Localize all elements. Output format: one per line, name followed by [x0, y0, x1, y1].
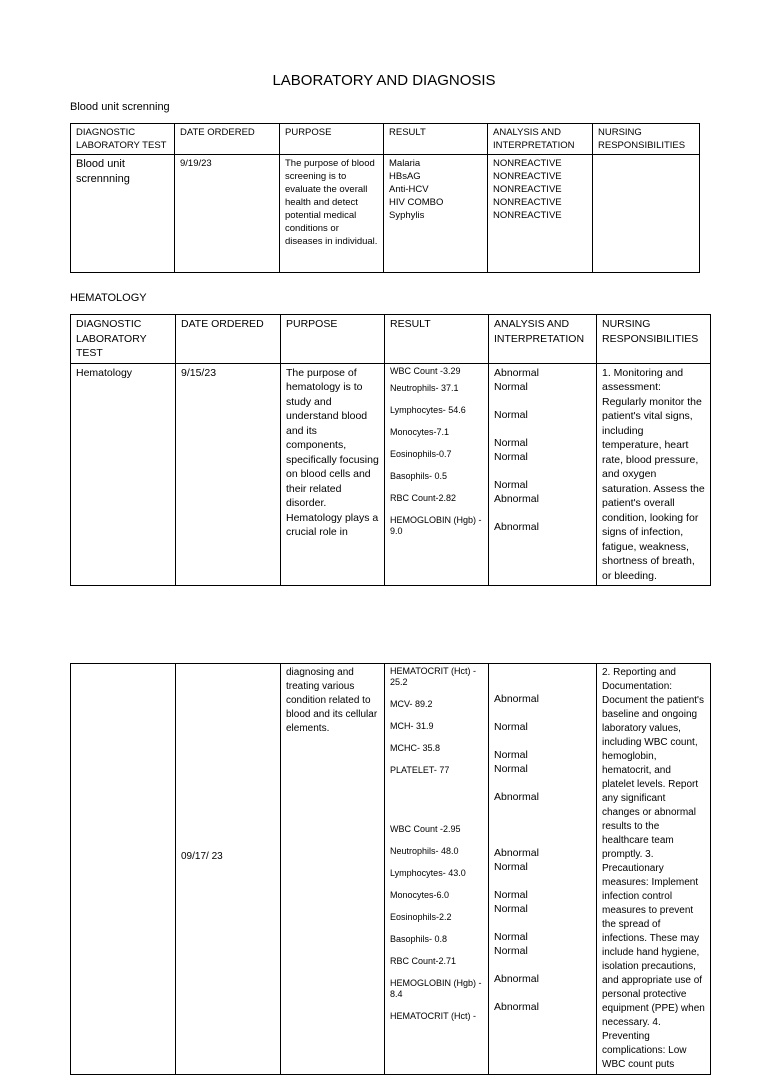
result-item: MCHC- 35.8 — [390, 743, 441, 753]
section-label-hematology: HEMATOLOGY — [70, 292, 147, 304]
result-cell — [384, 155, 488, 273]
header-cell: RESULT — [384, 124, 488, 155]
analysis-item: Abnormal — [494, 520, 539, 533]
header-cell: DIAGNOSTIC LABORATORY TEST — [71, 315, 176, 364]
analysis-cell — [489, 363, 597, 586]
analysis-item: Abnormal — [494, 366, 539, 379]
test-name-cell: Hematology — [71, 363, 176, 586]
analysis-item: Abnormal — [494, 1001, 539, 1013]
analysis-item: Abnormal — [494, 492, 539, 505]
table-row — [71, 363, 711, 586]
result-item: Neutrophils- 48.0 — [390, 846, 459, 856]
result-item: Syphylis — [389, 210, 425, 221]
analysis-item: Normal — [494, 931, 528, 943]
section-label-blood-screening: Blood unit screnning — [70, 101, 170, 113]
analysis-item: Normal — [494, 721, 528, 733]
analysis-item: Normal — [494, 749, 528, 761]
result-item: HEMOGLOBIN (Hgb) - 9.0 — [390, 514, 482, 536]
header-cell: DATE ORDERED — [176, 315, 281, 364]
purpose-cell: diagnosing and treating various condition related to blood and its cellular elements. — [281, 664, 385, 1075]
page-title: LABORATORY AND DIAGNOSIS — [272, 72, 496, 89]
result-item: WBC Count -3.29 — [390, 365, 461, 376]
header-cell: PURPOSE — [280, 124, 384, 155]
result-item: WBC Count -2.95 — [390, 824, 461, 834]
result-item: Neutrophils- 37.1 — [390, 382, 459, 393]
result-item: PLATELET- 77 — [390, 765, 450, 775]
result-item: HEMATOCRIT (Hct) - 25.2 — [390, 666, 476, 687]
nursing-cell — [593, 155, 700, 273]
result-item: Monocytes-7.1 — [390, 426, 450, 437]
analysis-item: Normal — [494, 478, 528, 491]
purpose-cell: The purpose of blood screening is to evaluate the overall health and detect potential medical conditions or diseases in individual. — [280, 155, 384, 273]
test-name-cell — [71, 664, 176, 1075]
result-item: HEMATOCRIT (Hct) - — [390, 1011, 476, 1021]
header-cell: RESULT — [385, 315, 489, 364]
table-row — [71, 664, 711, 1075]
analysis-item: Abnormal — [494, 791, 539, 803]
date-cell: 9/19/23 — [175, 155, 280, 273]
analysis-item: Abnormal — [494, 973, 539, 985]
result-item: Malaria — [389, 158, 421, 169]
header-cell: NURSING RESPONSIBILITIES — [597, 315, 711, 364]
analysis-item: Normal — [494, 861, 528, 873]
analysis-item: Normal — [494, 380, 528, 393]
analysis-cell — [489, 664, 597, 1075]
hematology-continuation-table — [70, 663, 711, 1075]
result-item: HIV COMBO — [389, 197, 444, 208]
result-item: MCH- 31.9 — [390, 721, 434, 731]
table-row — [71, 155, 700, 273]
result-item: RBC Count-2.82 — [390, 492, 457, 503]
analysis-item: Normal — [494, 408, 528, 421]
result-item: HBsAG — [389, 171, 421, 182]
header-cell: PURPOSE — [281, 315, 385, 364]
header-cell: NURSING RESPONSIBILITIES — [593, 124, 700, 155]
analysis-item: Normal — [494, 436, 528, 449]
result-item: Eosinophils-0.7 — [390, 448, 452, 459]
nursing-cell: 1. Monitoring and assessment: Regularly monitor the patient's vital signs, including temperature, heart rate, blood pressure, and oxygen saturation. Assess the patient's overall condition, looking for signs of infection, fatigue, weakness, shortness of breath, or bleeding. — [597, 363, 711, 586]
header-cell: DIAGNOSTIC LABORATORY TEST — [71, 124, 175, 155]
result-item: Basophils- 0.5 — [390, 470, 448, 481]
table-header-row — [71, 315, 711, 364]
analysis-item: Abnormal — [494, 693, 539, 705]
date-cell: 9/15/23 — [176, 363, 281, 586]
hematology-table — [70, 314, 711, 586]
result-item: Eosinophils-2.2 — [390, 912, 452, 922]
analysis-item: NONREACTIVE — [493, 210, 562, 221]
result-item: Lymphocytes- 43.0 — [390, 868, 466, 878]
result-cell — [385, 664, 489, 1075]
header-cell: ANALYSIS AND INTERPRETATION — [489, 315, 597, 364]
result-cell — [385, 363, 489, 586]
nursing-cell: 2. Reporting and Documentation: Document the patient's baseline and ongoing laboratory values, including WBC count, hemoglobin, hematocrit, and platelet levels. Report any significant changes or abnormal results to the healthcare team promptly. 3. Precautionary measures: Implement infection control measures to prevent the spread of infections. These may include hand hygiene, isolation precautions, and appropriate use of personal protective equipment (PPE) when necessary. 4. Preventing complications: Low WBC count puts — [597, 664, 711, 1075]
analysis-cell — [488, 155, 593, 273]
analysis-item: Normal — [494, 903, 528, 915]
analysis-item: NONREACTIVE — [493, 197, 562, 208]
result-item: Anti-HCV — [389, 184, 429, 195]
purpose-cell: The purpose of hematology is to study and understand blood and its components, specifically focusing on blood cells and their related disorder. Hematology plays a crucial role in — [281, 363, 385, 586]
blood-screening-table — [70, 123, 700, 273]
analysis-item: Normal — [494, 763, 528, 775]
result-item: HEMOGLOBIN (Hgb) - 8.4 — [390, 978, 482, 999]
table-header-row — [71, 124, 700, 155]
header-cell: DATE ORDERED — [175, 124, 280, 155]
analysis-item: NONREACTIVE — [493, 171, 562, 182]
analysis-item: NONREACTIVE — [493, 184, 562, 195]
header-cell: ANALYSIS AND INTERPRETATION — [488, 124, 593, 155]
result-item: MCV- 89.2 — [390, 699, 433, 709]
date-cell: 09/17/ 23 — [176, 664, 281, 1075]
result-item: Monocytes-6.0 — [390, 890, 450, 900]
analysis-item: Normal — [494, 450, 528, 463]
analysis-item: Normal — [494, 889, 528, 901]
test-name-cell: Blood unit scrennning — [71, 155, 175, 273]
analysis-item: Abnormal — [494, 847, 539, 859]
analysis-item: Normal — [494, 945, 528, 957]
result-item: Basophils- 0.8 — [390, 934, 448, 944]
analysis-item: NONREACTIVE — [493, 158, 562, 169]
result-item: Lymphocytes- 54.6 — [390, 404, 466, 415]
result-item: RBC Count-2.71 — [390, 956, 457, 966]
